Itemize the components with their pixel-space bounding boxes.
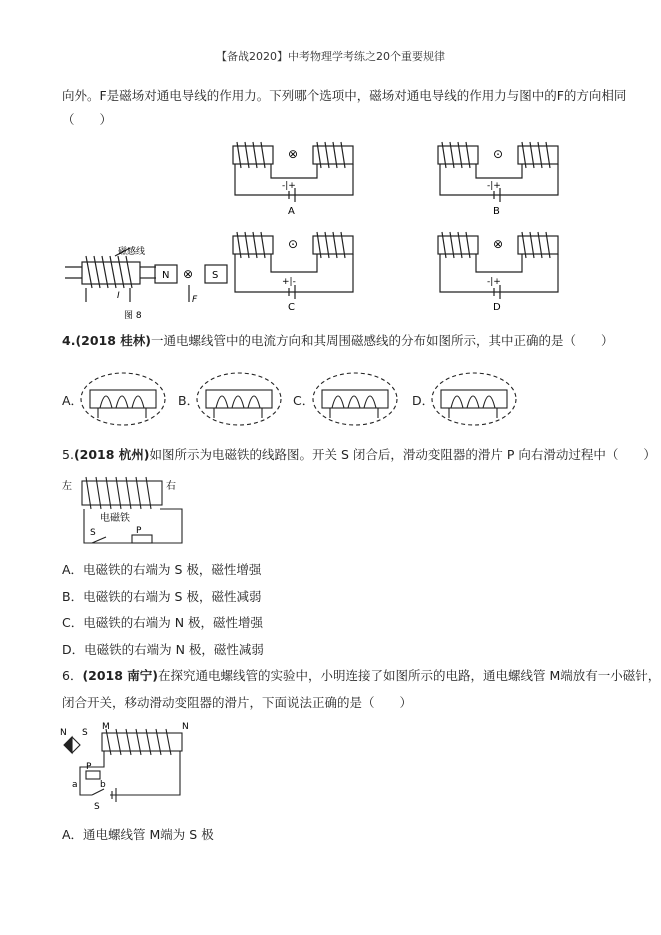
q4-solenoid-b bbox=[194, 368, 294, 430]
question-6-line2: 闭合开关，移动滑动变阻器的滑片，下面说法正确的是（ ） bbox=[62, 695, 413, 710]
q6-fig-b: b bbox=[100, 780, 106, 790]
q3-a-label: A bbox=[288, 206, 295, 217]
q4-source: (2018 桂林) bbox=[75, 333, 152, 348]
q6-source: (2018 南宁) bbox=[82, 668, 159, 683]
q3-d-label: D bbox=[493, 302, 501, 313]
question-5 bbox=[62, 447, 656, 463]
q4-option-b-label: B． bbox=[178, 393, 200, 408]
q4-number: 4. bbox=[62, 333, 76, 348]
q5-number: 5. bbox=[62, 447, 74, 462]
fig8-n-label: N bbox=[162, 270, 170, 281]
q5-fig-left: 左 bbox=[62, 481, 72, 492]
q3-option-a bbox=[225, 140, 385, 230]
page-header: 【备战2020】中考物理学考练之20个重要规律 bbox=[216, 50, 445, 63]
q3-b-label: B bbox=[493, 206, 500, 217]
fig8-s-label: S bbox=[212, 270, 219, 281]
question-4 bbox=[62, 333, 614, 349]
q3-a-mark: ⊗ bbox=[288, 147, 299, 161]
q3-b-batt: -|+ bbox=[487, 181, 501, 191]
q5-source: (2018 杭州) bbox=[73, 447, 150, 462]
q6-fig-n: N bbox=[60, 728, 67, 738]
q5-choice-a: A．电磁铁的右端为 S 极，磁性增强 bbox=[62, 562, 262, 577]
question-3-paren: （ ） bbox=[62, 112, 113, 127]
q3-d-batt: -|+ bbox=[487, 277, 501, 287]
q6-fig-m: M bbox=[102, 722, 110, 732]
q6-fig-a: a bbox=[72, 780, 78, 790]
q4-solenoid-d bbox=[429, 368, 529, 430]
fig8-caption: 图 8 bbox=[124, 311, 142, 321]
q6-choice-a: A．通电螺线管 M端为 S 极 bbox=[62, 827, 214, 842]
question-6-line1 bbox=[62, 668, 660, 684]
q6-fig-s: S bbox=[82, 728, 88, 738]
fig8-magline-label: 磁感线 bbox=[118, 247, 146, 257]
q6-solenoid-figure bbox=[60, 722, 200, 815]
fig8-cross: ⊗ bbox=[183, 267, 194, 281]
q4-option-c-label: C． bbox=[293, 393, 315, 408]
q5-choice-b: B．电磁铁的右端为 S 极，磁性减弱 bbox=[62, 589, 262, 604]
q3-option-b bbox=[430, 140, 590, 230]
fig8-i-label: I bbox=[117, 291, 120, 301]
fig8-f-label: F bbox=[192, 295, 198, 305]
q5-fig-s: S bbox=[90, 528, 96, 538]
q6-fig-switch: S bbox=[94, 802, 100, 812]
q5-choice-c: C．电磁铁的右端为 N 极，磁性增强 bbox=[62, 615, 264, 630]
q3-c-batt: +|- bbox=[282, 277, 296, 287]
q6-number: 6． bbox=[62, 668, 83, 683]
q4-option-a-label: A． bbox=[62, 393, 84, 408]
q6-fig-p: P bbox=[86, 762, 92, 772]
q3-c-label: C bbox=[288, 302, 295, 313]
q3-d-mark: ⊗ bbox=[493, 237, 504, 251]
q4-text: 一通电螺线管中的电流方向和其周围磁感线的分布如图所示，其中正确的是（ ） bbox=[151, 333, 614, 348]
q4-solenoid-a bbox=[78, 368, 178, 430]
figure-8 bbox=[60, 240, 250, 320]
q5-fig-right: 右 bbox=[166, 481, 176, 492]
q5-electromagnet-figure bbox=[62, 473, 192, 553]
q5-fig-core: 电磁铁 bbox=[100, 513, 130, 524]
q3-a-batt: -|+ bbox=[282, 181, 296, 191]
q3-option-c bbox=[225, 230, 385, 320]
q5-text: 如图所示为电磁铁的线路图。开关 S 闭合后，滑动变阻器的滑片 P 向右滑动过程中（ ） bbox=[149, 447, 656, 462]
q4-solenoid-c bbox=[310, 368, 410, 430]
q6-text-line1: 在探究通电螺线管的实验中，小明连接了如图所示的电路，通电螺线管 M端放有一小磁针， bbox=[158, 668, 661, 683]
q4-option-d-label: D． bbox=[412, 393, 435, 408]
q5-choice-d: D．电磁铁的右端为 N 极，磁性减弱 bbox=[62, 642, 264, 657]
q3-option-d bbox=[430, 230, 590, 320]
q3-b-mark: ⊙ bbox=[493, 147, 504, 161]
q3-c-mark: ⊙ bbox=[288, 237, 299, 251]
question-3-text: 向外。F是磁场对通电导线的作用力。下列哪个选项中，磁场对通电导线的作用力与图中的F的方向相同 bbox=[62, 88, 627, 103]
q5-fig-p: P bbox=[136, 526, 142, 536]
q6-fig-n2: N bbox=[182, 722, 189, 732]
